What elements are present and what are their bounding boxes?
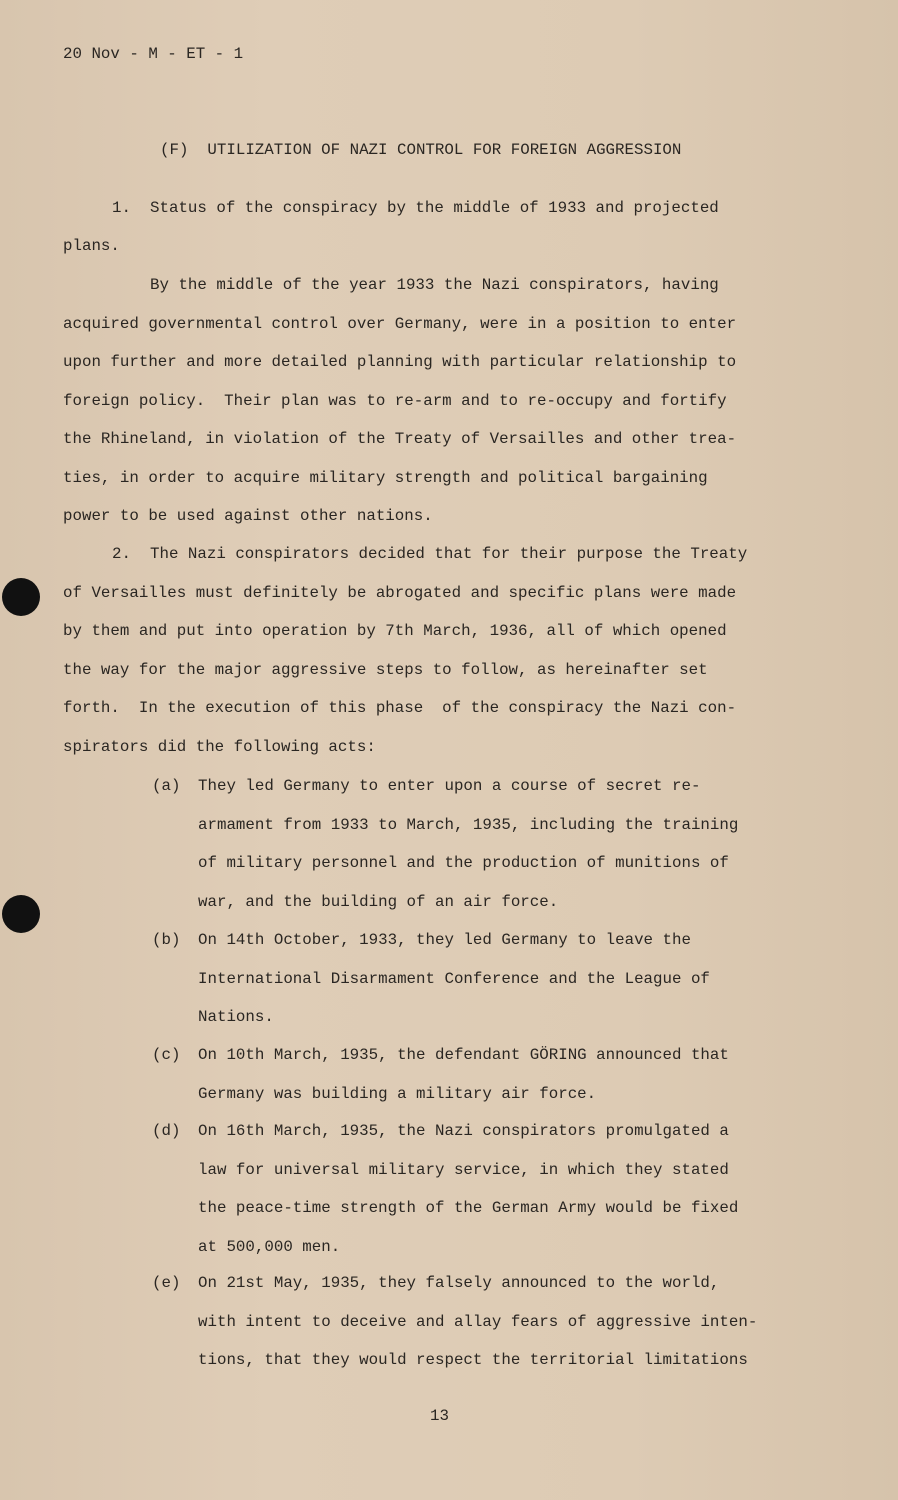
text-line: the Rhineland, in violation of the Treaty of Versailles and other trea- [63, 430, 737, 448]
text-line: the way for the major aggressive steps to follow, as hereinafter set [63, 660, 708, 679]
item-text-line: tions, that they would respect the territorial limitations [198, 1351, 748, 1369]
item-text-line: On 10th March, 1935, the defendant GÖRING announced that [198, 1046, 729, 1064]
item-text-line: International Disarmament Conference and the League of [198, 969, 710, 988]
item-text-line: On 16th March, 1935, the Nazi conspirators promulgated a [198, 1122, 729, 1140]
item-text-line: Nations. [198, 1008, 274, 1026]
section-title: (F) UTILIZATION OF NAZI CONTROL FOR FOREIGN AGGRESSION [160, 141, 682, 159]
item-text-line: law for universal military service, in which they stated [198, 1160, 729, 1179]
item-text-line: armament from 1933 to March, 1935, including the training [198, 815, 739, 834]
punch-hole [2, 578, 40, 616]
text-line: by them and put into operation by 7th March, 1936, all of which opened [63, 622, 727, 640]
item-text-line: They led Germany to enter upon a course of secret re- [198, 777, 701, 795]
text-line: plans. [63, 237, 120, 255]
section-number: 1. [112, 199, 131, 217]
item-label: (c) [152, 1046, 181, 1064]
text-line: ties, in order to acquire military strength and political bargaining [63, 468, 708, 487]
item-text-line: On 14th October, 1933, they led Germany to leave the [198, 931, 691, 949]
text-line: acquired governmental control over Germany, were in a position to enter [63, 314, 737, 333]
item-label: (a) [152, 777, 181, 795]
text-line: upon further and more detailed planning with particular relationship to [63, 353, 737, 371]
section-number: 2. [112, 545, 131, 563]
item-text-line: the peace-time strength of the German Army would be fixed [198, 1199, 739, 1217]
item-text-line: On 21st May, 1935, they falsely announced to the world, [198, 1274, 720, 1292]
text-line: power to be used against other nations. [63, 507, 433, 525]
item-text-line: of military personnel and the production of munitions of [198, 854, 729, 872]
text-line: foreign policy. Their plan was to re-arm and to re-occupy and fortify [63, 391, 727, 410]
text-line: of Versailles must definitely be abrogated and specific plans were made [63, 583, 737, 602]
item-label: (e) [152, 1274, 181, 1292]
item-label: (b) [152, 931, 181, 949]
item-text-line: at 500,000 men. [198, 1237, 341, 1256]
item-text-line: with intent to deceive and allay fears of aggressive inten- [198, 1312, 758, 1331]
punch-hole [2, 895, 40, 933]
text-line: forth. In the execution of this phase of the conspiracy the Nazi con- [63, 699, 737, 717]
text-line: The Nazi conspirators decided that for their purpose the Treaty [150, 545, 748, 563]
item-label: (d) [152, 1122, 181, 1140]
item-text-line: war, and the building of an air force. [198, 892, 559, 911]
item-text-line: Germany was building a military air force. [198, 1084, 597, 1103]
text-line: Status of the conspiracy by the middle of 1933 and projected [150, 199, 719, 217]
page-number: 13 [430, 1407, 449, 1425]
document-header: 20 Nov - M - ET - 1 [63, 45, 244, 63]
text-line: By the middle of the year 1933 the Nazi conspirators, having [150, 276, 719, 294]
text-line: spirators did the following acts: [63, 737, 376, 756]
